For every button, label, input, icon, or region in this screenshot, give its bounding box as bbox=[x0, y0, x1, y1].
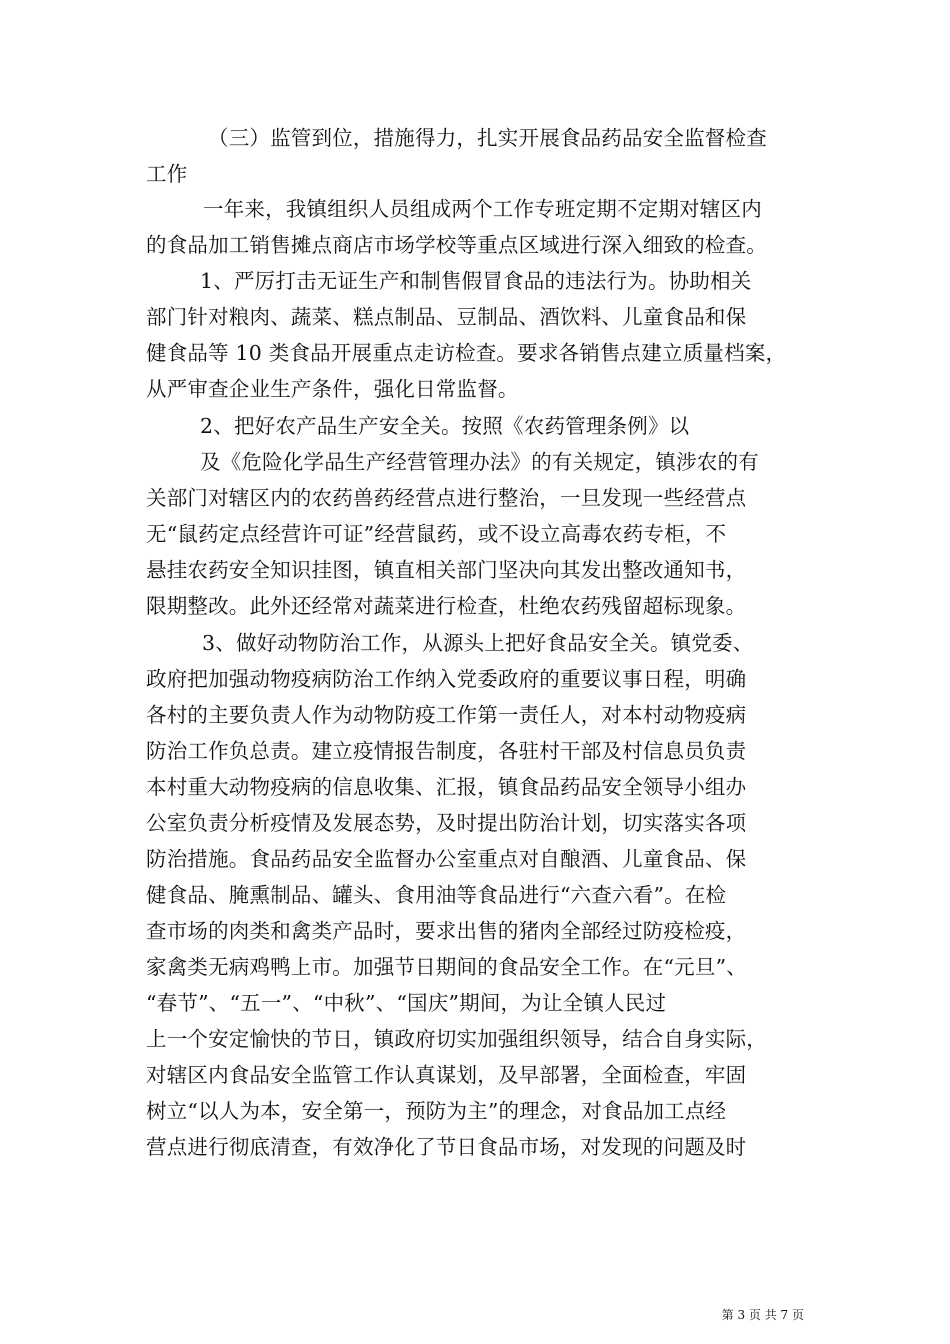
paragraph-line: 及《危险化学品生产经营管理办法》的有关规定，镇涉农的有 bbox=[200, 450, 759, 474]
paragraph-line: 防治工作负总责。建立疫情报告制度，各驻村干部及村信息员负责 bbox=[146, 739, 747, 763]
paragraph-line: 限期整改。此外还经常对蔬菜进行检查，杜绝农药残留超标现象。 bbox=[146, 594, 747, 618]
paragraph-line: 公室负责分析疫情及发展态势，及时提出防治计划，切实落实各项 bbox=[146, 811, 747, 835]
paragraph-line: 查市场的肉类和禽类产品时，要求出售的猪肉全部经过防疫检疫， bbox=[146, 919, 747, 943]
paragraph-line: “春节”、“五一”、“中秋”、“国庆”期间，为让全镇人民过 bbox=[146, 991, 667, 1015]
paragraph-line: 健食品等 10 类食品开展重点走访检查。要求各销售点建立质量档案， bbox=[146, 341, 787, 365]
paragraph-line: 的食品加工销售摊点商店市场学校等重点区域进行深入细致的检查。 bbox=[146, 233, 767, 257]
paragraph-line: 部门针对粮肉、蔬菜、糕点制品、豆制品、酒饮料、儿童食品和保 bbox=[146, 305, 747, 329]
paragraph-line: 从严审查企业生产条件，强化日常监督。 bbox=[146, 377, 519, 401]
section-heading-line: （三）监管到位，措施得力，扎实开展食品药品安全监督检查 bbox=[208, 126, 767, 150]
paragraph-line: 树立“以人为本，安全第一，预防为主”的理念，对食品加工点经 bbox=[146, 1099, 727, 1123]
paragraph-line: 对辖区内食品安全监管工作认真谋划，及早部署，全面检查，牢固 bbox=[146, 1063, 747, 1087]
paragraph-line: 健食品、腌熏制品、罐头、食用油等食品进行“六查六看”。在检 bbox=[146, 883, 727, 907]
paragraph-line: 营点进行彻底清查，有效净化了节日食品市场，对发现的问题及时 bbox=[146, 1135, 747, 1159]
paragraph-line: 悬挂农药安全知识挂图，镇直相关部门坚决向其发出整改通知书， bbox=[146, 558, 747, 582]
paragraph-line: 上一个安定愉快的节日，镇政府切实加强组织领导，结合自身实际， bbox=[146, 1027, 767, 1051]
paragraph-line: 2、把好农产品生产安全关。按照《农药管理条例》以 bbox=[200, 414, 690, 438]
paragraph-line: 家禽类无病鸡鸭上市。加强节日期间的食品安全工作。在“元旦”、 bbox=[146, 955, 747, 979]
paragraph-line: 一年来，我镇组织人员组成两个工作专班定期不定期对辖区内 bbox=[203, 197, 762, 221]
paragraph-line: 各村的主要负责人作为动物防疫工作第一责任人，对本村动物疫病 bbox=[146, 703, 747, 727]
paragraph-line: 1、严厉打击无证生产和制售假冒食品的违法行为。协助相关 bbox=[200, 269, 752, 293]
paragraph-line: 本村重大动物疫病的信息收集、汇报，镇食品药品安全领导小组办 bbox=[146, 775, 747, 799]
paragraph-line: 无“鼠药定点经营许可证”经营鼠药，或不设立高毒农药专柜，不 bbox=[146, 522, 727, 546]
paragraph-line: 3、做好动物防治工作，从源头上把好食品安全关。镇党委、 bbox=[202, 631, 754, 655]
paragraph-line: 政府把加强动物疫病防治工作纳入党委政府的重要议事日程，明确 bbox=[146, 667, 747, 691]
section-heading-continuation: 工作 bbox=[146, 162, 188, 186]
paragraph-line: 防治措施。食品药品安全监督办公室重点对自酿酒、儿童食品、保 bbox=[146, 847, 747, 871]
paragraph-line: 关部门对辖区内的农药兽药经营点进行整治，一旦发现一些经营点 bbox=[146, 486, 747, 510]
page-number-footer: 第 3 页 共 7 页 bbox=[721, 1308, 804, 1322]
